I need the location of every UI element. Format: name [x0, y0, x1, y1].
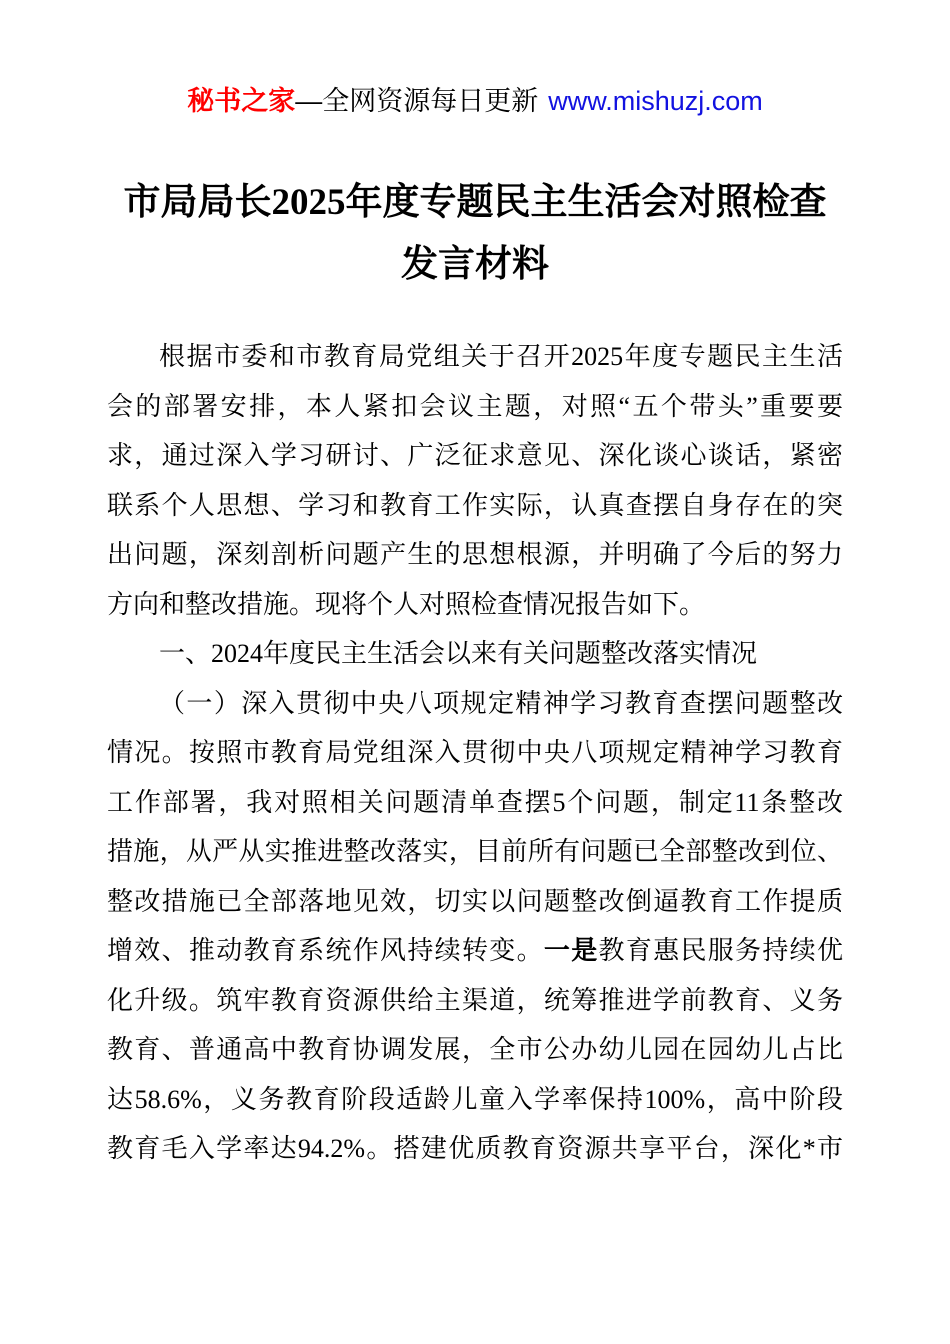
body-line [107, 1025, 843, 1075]
body-line [107, 1124, 843, 1174]
text-run: 教育惠民服务持续优 [598, 936, 843, 965]
document-title [0, 172, 950, 296]
body-line [107, 530, 843, 580]
text-run: 整改措施已全部落地见效，切实以问题整改倒逼教育工作提质 [107, 886, 843, 916]
site-name: 秘书之家 [187, 86, 296, 116]
text-run: 出问题，深刻剖析问题产生的思想根源，并明确了今后的努力 [107, 540, 843, 569]
body-line [107, 827, 843, 877]
site-tagline: —全网资源每日更新 [295, 86, 539, 116]
text-run: 措施，从严从实推进整改落实，目前所有问题已全部整改到位、 [107, 837, 843, 866]
body-line [107, 976, 843, 1026]
text-run: 化升级。筑牢教育资源供给主渠道，统筹推进学前教育、义务 [107, 985, 843, 1015]
text-run: 情况。按照市教育局党组深入贯彻中央八项规定精神学习教育 [107, 738, 843, 767]
title-line: 发言材料 [401, 244, 549, 285]
bold-run: 一是 [543, 936, 599, 965]
text-run: 教育、普通高中教育协调发展，全市公办幼儿园在园幼儿占比 [107, 1035, 843, 1064]
text-run: 求，通过深入学习研讨、广泛征求意见、深化谈心谈话，紧密 [107, 441, 843, 470]
text-run: （一）深入贯彻中央八项规定精神学习教育查摆问题整改 [159, 688, 843, 718]
text-run: 教育毛入学率达94.2%。搭建优质教育资源共享平台，深化*市 [107, 1134, 843, 1163]
body-line [107, 728, 843, 778]
text-run: 一、2024年度民主生活会以来有关问题整改落实情况 [159, 639, 758, 668]
body-line [107, 679, 843, 729]
site-header [0, 0, 950, 118]
body-line [107, 431, 843, 481]
body-line [107, 332, 843, 382]
body-line [107, 778, 843, 828]
text-run: 联系个人思想、学习和教育工作实际，认真查摆自身存在的突 [107, 490, 843, 520]
body-line [107, 481, 843, 531]
document-body [0, 332, 950, 1174]
body-line [107, 1075, 843, 1125]
text-run: 会的部署安排，本人紧扣会议主题，对照“五个带头”重要要 [107, 391, 843, 421]
text-run: 方向和整改措施。现将个人对照检查情况报告如下。 [107, 589, 706, 619]
text-run: 根据市委和市教育局党组关于召开2025年度专题民主生活 [159, 342, 843, 371]
text-run: 增效、推动教育系统作风持续转变。 [107, 936, 544, 965]
body-line [107, 580, 843, 630]
title-line: 市局局长2025年度专题民主生活会对照检查 [123, 182, 827, 223]
body-line [107, 926, 843, 976]
text-run: 达58.6%，义务教育阶段适龄儿童入学率保持100%，高中阶段 [107, 1084, 843, 1114]
body-line [107, 629, 843, 679]
text-run: 工作部署，我对照相关问题清单查摆5个问题，制定11条整改 [107, 787, 843, 817]
body-line [107, 382, 843, 432]
body-line [107, 877, 843, 927]
site-url[interactable]: www.mishuzj.com [548, 86, 763, 116]
